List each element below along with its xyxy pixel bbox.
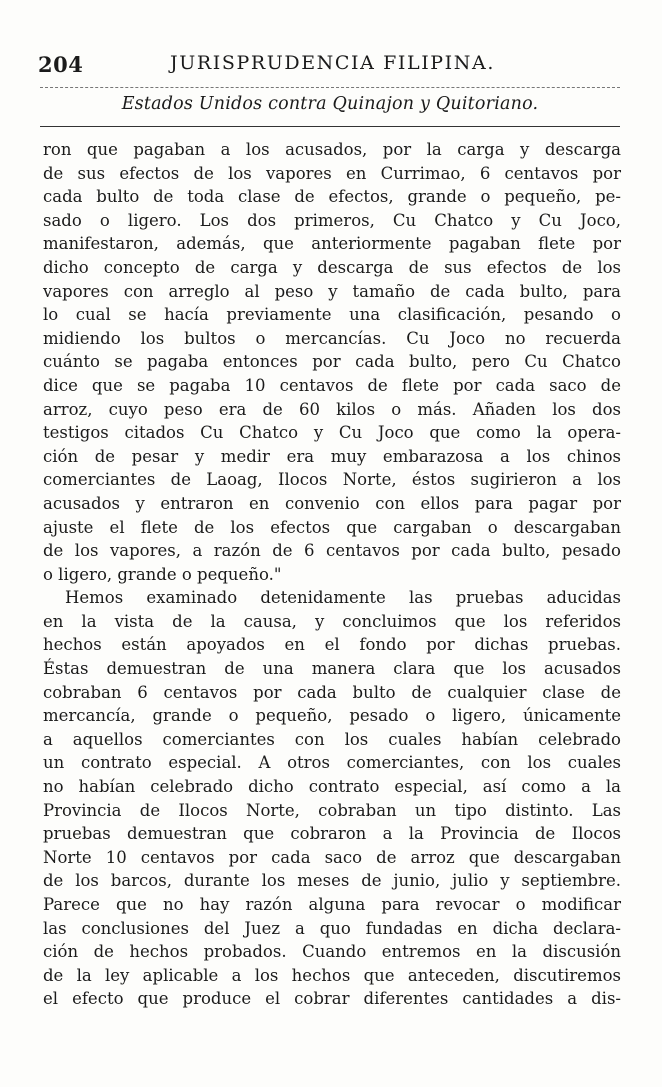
text-line: acusados y entraron en convenio con ellos para pagar por bbox=[43, 493, 621, 513]
text-line: vapores con arreglo al peso y tamaño de cada bulto, para bbox=[43, 281, 621, 301]
text-line: lo cual se hacía previamente una clasificación, pesando o bbox=[43, 305, 621, 325]
text-line: ción de pesar y medir era muy embarazosa a los chinos bbox=[43, 446, 621, 466]
text-line: un contrato especial. A otros comerciantes, con los cuales bbox=[43, 753, 621, 773]
text-line: Provincia de Ilocos Norte, cobraban un tipo distinto. Las bbox=[43, 800, 621, 820]
page-number: 204 bbox=[38, 52, 84, 77]
text-line: las conclusiones del Juez a quo fundadas en dicha declara- bbox=[43, 918, 621, 938]
text-line: midiendo los bultos o mercancías. Cu Joco no recuerda bbox=[43, 328, 621, 348]
text-line: cuánto se pagaba entonces por cada bulto, pero Cu Chatco bbox=[43, 352, 621, 372]
text-line: de los vapores, a razón de 6 centavos por cada bulto, pesado bbox=[43, 541, 621, 561]
text-line: Éstas demuestran de una manera clara que los acusados bbox=[43, 659, 621, 679]
text-line: mercancía, grande o pequeño, pesado o ligero, únicamente bbox=[43, 706, 621, 726]
text-line: Hemos examinado detenidamente las pruebas aducidas bbox=[65, 588, 621, 608]
text-line: cada bulto de toda clase de efectos, grande o pequeño, pe- bbox=[43, 187, 621, 207]
text-line: ron que pagaban a los acusados, por la carga y descarga bbox=[43, 140, 621, 159]
text-line: de sus efectos de los vapores en Currimao, 6 centavos por bbox=[43, 163, 621, 183]
text-line: dice que se pagaba 10 centavos de flete por cada saco de bbox=[43, 375, 621, 395]
text-line: no habían celebrado dicho contrato especial, así como a la bbox=[43, 777, 621, 797]
header-divider-top bbox=[40, 87, 620, 88]
text-line: o ligero, grande o pequeño." bbox=[43, 564, 282, 584]
text-line: pruebas demuestran que cobraron a la Provincia de Ilocos bbox=[43, 824, 621, 844]
text-line: arroz, cuyo peso era de 60 kilos o más. Añaden los dos bbox=[43, 399, 621, 419]
text-line: de la ley aplicable a los hechos que anteceden, discutiremos bbox=[43, 965, 621, 985]
text-line: ajuste el flete de los efectos que cargaban o descargaban bbox=[43, 517, 621, 537]
body-text bbox=[43, 138, 621, 1011]
running-title: JURISPRUDENCIA FILIPINA. bbox=[170, 52, 495, 74]
text-line: dicho concepto de carga y descarga de sus efectos de los bbox=[43, 257, 621, 277]
text-line: Norte 10 centavos por cada saco de arroz que descargaban bbox=[43, 847, 621, 867]
text-line: comerciantes de Laoag, Ilocos Norte, éstos sugirieron a los bbox=[43, 470, 621, 490]
text-line: de los barcos, durante los meses de junio, julio y septiembre. bbox=[43, 871, 621, 891]
text-line: cobraban 6 centavos por cada bulto de cualquier clase de bbox=[43, 682, 621, 702]
text-line: Parece que no hay razón alguna para revocar o modificar bbox=[43, 895, 621, 914]
running-head bbox=[38, 52, 622, 82]
text-line: en la vista de la causa, y concluimos que los referidos bbox=[43, 611, 621, 631]
text-line: ción de hechos probados. Cuando entremos en la discusión bbox=[43, 942, 621, 962]
text-line: testigos citados Cu Chatco y Cu Joco que como la opera- bbox=[43, 423, 621, 443]
case-caption: Estados Unidos contra Quinajon y Quitoriano. bbox=[121, 94, 539, 114]
text-line: hechos están apoyados en el fondo por dichas pruebas. bbox=[43, 635, 621, 655]
text-line: manifestaron, además, que anteriormente pagaban flete por bbox=[43, 234, 621, 254]
text-line: el efecto que produce el cobrar diferentes cantidades a dis- bbox=[43, 989, 621, 1009]
text-line: a aquellos comerciantes con los cuales habían celebrado bbox=[43, 729, 621, 749]
header-divider-bottom bbox=[40, 126, 620, 127]
text-line: sado o ligero. Los dos primeros, Cu Chatco y Cu Joco, bbox=[43, 210, 621, 230]
